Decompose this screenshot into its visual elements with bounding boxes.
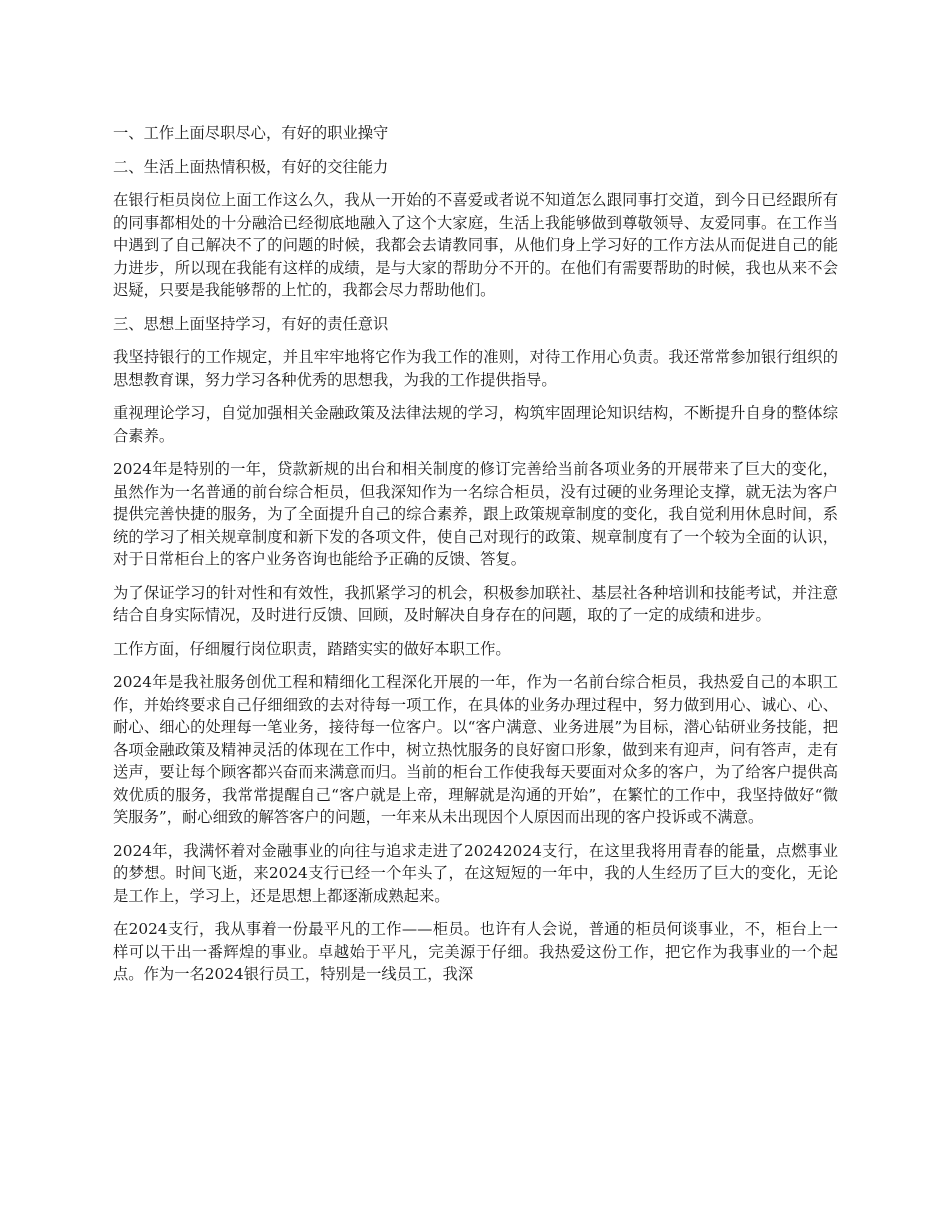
section-heading-1: 一、工作上面尽职尽心，有好的职业操守 — [113, 124, 389, 142]
paragraph-2024-special-year: 2024年是特别的一年，贷款新规的出台和相关制度的修订完善给当前各项业务的开展带来了巨大的变化，虽然作为一名普通的前台综合柜员，但我深知作为一名综合柜员，没有过硬的业务理论支撑，就无法为客户提供完善快捷的服务，为了全面提升自己的综合素养，跟上政策规章制度的变化，我自觉利用休息时间，系统的学习了相关规章制度和新下发的各项文件，使自己对现行的政策、规章制度有了一个较为全面的认识，对于日常柜台上的客户业务咨询也能给予正确的反馈、答复。 — [113, 460, 838, 568]
section-heading-2: 二、生活上面热情积极，有好的交往能力 — [113, 157, 389, 176]
section-heading-3: 三、思想上面坚持学习，有好的责任意识 — [113, 314, 389, 333]
paragraph-teller-career: 在2024支行，我从事着一份最平凡的工作——柜员。也许有人会说，普通的柜员何谈事业，不，柜台上一样可以干出一番辉煌的事业。卓越始于平凡，完美源于仔细。我热爱这份工作，把它作为我事业的一个起点。作为一名2024银行员工，特别是一线员工，我深 — [113, 920, 838, 983]
paragraph-theory-study: 重视理论学习，自觉加强相关金融政策及法律法规的学习，构筑牢固理论知识结构，不断提升自身的整体综合素养。 — [113, 404, 838, 445]
paragraph-work-aspect: 工作方面，仔细履行岗位职责，踏踏实实的做好本职工作。 — [113, 639, 511, 658]
paragraph-rules: 我坚持银行的工作规定，并且牢牢地将它作为我工作的准则，对待工作用心负责。我还常常参加银行组织的思想教育课，努力学习各种优秀的思想我，为我的工作提供指导。 — [113, 348, 838, 389]
paragraph-service-excellence: 2024年是我社服务创优工程和精细化工程深化开展的一年，作为一名前台综合柜员，我热爱自己的本职工作，并始终要求自己仔细细致的去对待每一项工作，在具体的业务办理过程中，努力做到用心、诚心、心、耐心、细心的处理每一笔业务，接待每一位客户。以“客户满意、业务进展”为目标，潜心钻研业务技能，把各项金融政策及精神灵活的体现在工作中，树立热忱服务的良好窗口形象，做到来有迎声，问有答声，走有送声，要让每个顾客都兴奋而来满意而归。当前的柜台工作使我每天要面对众多的客户，为了给客户提供高效优质的服务，我常常提醒自己“客户就是上帝，理解就是沟通的开始”，在繁忙的工作中，我坚持做好“微笑服务”，耐心细致的解答客户的问题，一年来从未出现因个人原因而出现的客户投诉或不满意。 — [113, 673, 838, 826]
paragraph-joining-branch: 2024年，我满怀着对金融事业的向往与追求走进了20242024支行，在这里我将用青春的能量，点燃事业的梦想。时间飞逝，来2024支行已经一个年头了，在这短短的一年中，我的人生经历了巨大的变化，无论是工作上，学习上，还是思想上都逐渐成熟起来。 — [113, 841, 838, 905]
document-body — [113, 122, 838, 997]
paragraph-learning-effectiveness: 为了保证学习的针对性和有效性，我抓紧学习的机会，积极参加联社、基层社各种培训和技能考试，并注意结合自身实际情况，及时进行反馈、回顾，及时解决自身存在的问题，取的了一定的成绩和进步。 — [113, 583, 838, 624]
paragraph-colleagues: 在银行柜员岗位上面工作这么久，我从一开始的不喜爱或者说不知道怎么跟同事打交道，到今日已经跟所有的同事都相处的十分融洽已经彻底地融入了这个大家庭，生活上我能够做到尊敬领导、友爱同事。在工作当中遇到了自己解决不了的问题的时候，我都会去请教同事，从他们身上学习好的工作方法从而促进自己的能力进步，所以现在我能有这样的成绩，是与大家的帮助分不开的。在他们有需要帮助的时候，我也从来不会迟疑，只要是我能够帮的上忙的，我都会尽力帮助他们。 — [113, 191, 838, 299]
